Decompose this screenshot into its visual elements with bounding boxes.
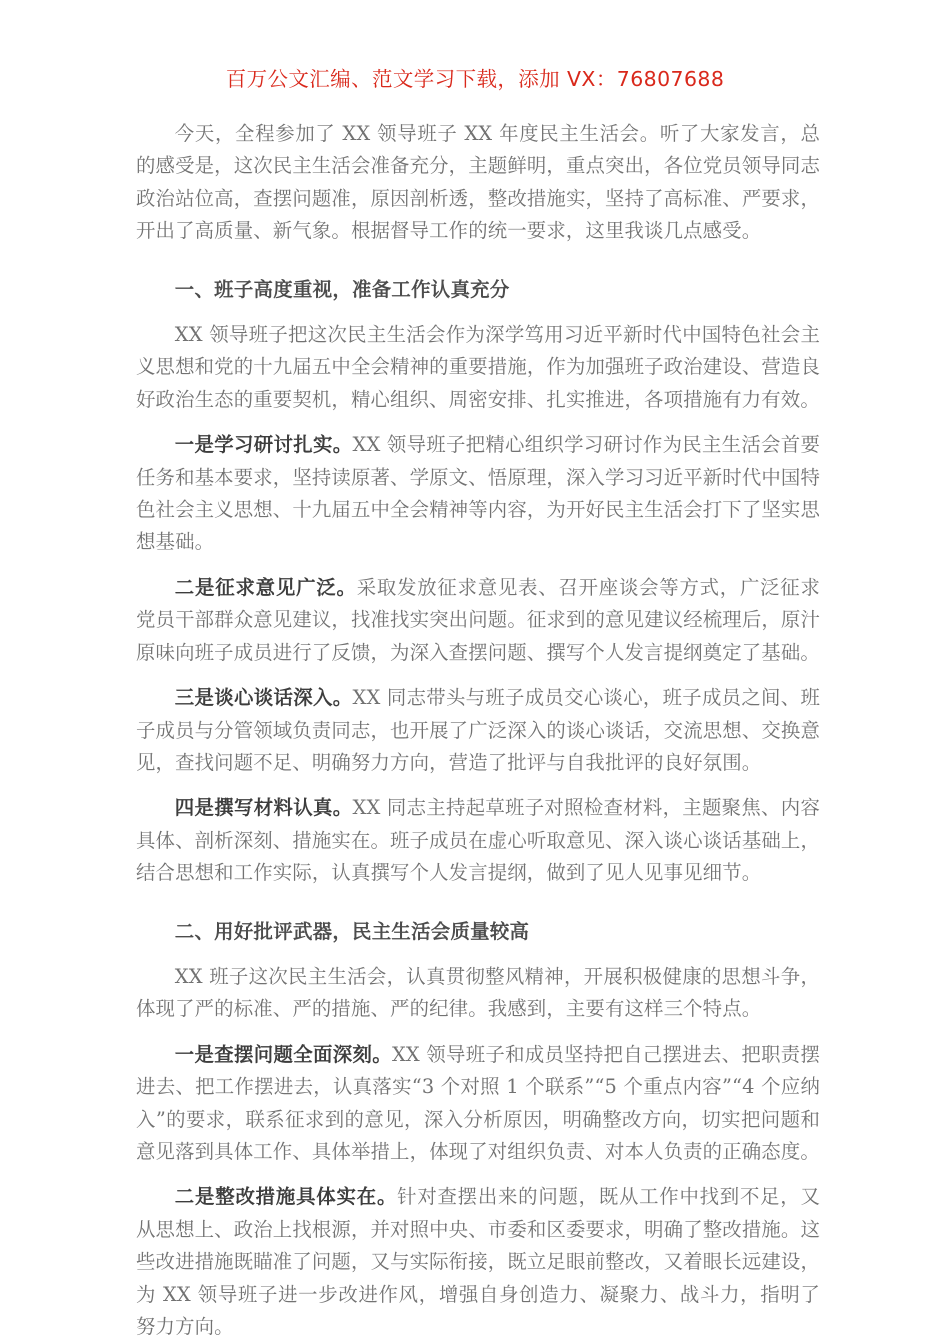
paragraph-text: XX 领导班子把精心组织学习研讨作为民主生活会首要任务和基本要求，坚持读原著、学原文、悟原理，深入学习习近平新时代中国特色社会主义思想、十九届五中全会精神等内容，为开好民主生活会打下了坚实思想基础。 [136, 433, 820, 554]
paragraph-lead-in: 二是整改措施具体实在。 [174, 1185, 398, 1209]
body-paragraph [136, 792, 820, 889]
paragraph-text: 采取发放征求意见表、召开座谈会等方式，广泛征求党员干部群众意见建议，找准找实突出问题。征求到的意见建议经梳理后，原汁原味向班子成员进行了反馈，为深入查摆问题、撰写个人发言提纲奠定了基础。 [136, 575, 820, 664]
body-paragraph [136, 1181, 820, 1343]
paragraph-lead-in: 一是学习研讨扎实。 [174, 433, 353, 457]
paragraph-text: XX 领导班子和成员坚持把自己摆进去、把职责摆进去、把工作摆进去，认真落实“3 个对照 1 个联系”“5 个重点内容”“4 个应纳入”的要求，联系征求到的意见，深入分析原因，明确整改方向，切实把问题和意见落到具体工作、具体举措上，体现了对组织负责、对本人负责的正确态度。 [136, 1042, 820, 1163]
paragraph-text: XX 同志主持起草班子对照检查材料，主题聚焦、内容具体、剖析深刻、措施实在。班子成员在虚心听取意见、深入谈心谈话基础上，结合思想和工作实际，认真撰写个人发言提纲，做到了见人见事见细节。 [136, 796, 820, 885]
paragraph-lead-in: 二是征求意见广泛。 [174, 575, 357, 599]
paragraph-lead-in: 四是撰写材料认真。 [174, 796, 353, 820]
section-heading: 一、班子高度重视，准备工作认真充分 [174, 277, 510, 301]
paragraph-lead-in: 一是查摆问题全面深刻。 [174, 1042, 392, 1066]
document-body [136, 118, 820, 1343]
body-paragraph [136, 1039, 820, 1169]
body-paragraph [136, 682, 820, 779]
section-heading: 二、用好批评武器，民主生活会质量较高 [174, 919, 530, 943]
body-paragraph [136, 572, 820, 669]
paragraph-text: 针对查摆出来的问题，既从工作中找到不足，又从思想上、政治上找根源，并对照中央、市委和区委要求，明确了整改措施。这些改进措施既瞄准了问题，又与实际衔接，既立足眼前整改，又着眼长远建设，为 XX 领导班子进一步改进作风，增强自身创造力、凝聚力、战斗力，指明了努力方向。 [136, 1185, 821, 1338]
watermark-promo-text: 百万公文汇编、范文学习下载，添加 VX：76807688 [225, 67, 725, 91]
paragraph-lead-in: 三是谈心谈话深入。 [174, 686, 353, 710]
body-paragraph: XX 领导班子把这次民主生活会作为深学笃用习近平新时代中国特色社会主义思想和党的十九届五中全会精神的重要措施，作为加强班子政治建设、营造良好政治生态的重要契机，精心组织、周密安排、扎实推进，各项措施有力有效。 [136, 323, 820, 411]
body-paragraph [136, 429, 820, 559]
paragraph-text: XX 同志带头与班子成员交心谈心，班子成员之间、班子成员与分管领域负责同志，也开展了广泛深入的谈心谈话，交流思想、交换意见，查找问题不足、明确努力方向，营造了批评与自我批评的良好氛围。 [136, 686, 820, 774]
body-paragraph: 今天，全程参加了 XX 领导班子 XX 年度民主生活会。听了大家发言，总的感受是，这次民主生活会准备充分，主题鲜明，重点突出，各位党员领导同志政治站位高，查摆问题准，原因剖析透，整改措施实，坚持了高标准、严要求，开出了高质量、新气象。根据督导工作的统一要求，这里我谈几点感受。 [136, 122, 820, 243]
body-paragraph: XX 班子这次民主生活会，认真贯彻整风精神，开展积极健康的思想斗争，体现了严的标准、严的措施、严的纪律。我感到，主要有这样三个特点。 [136, 964, 820, 1021]
